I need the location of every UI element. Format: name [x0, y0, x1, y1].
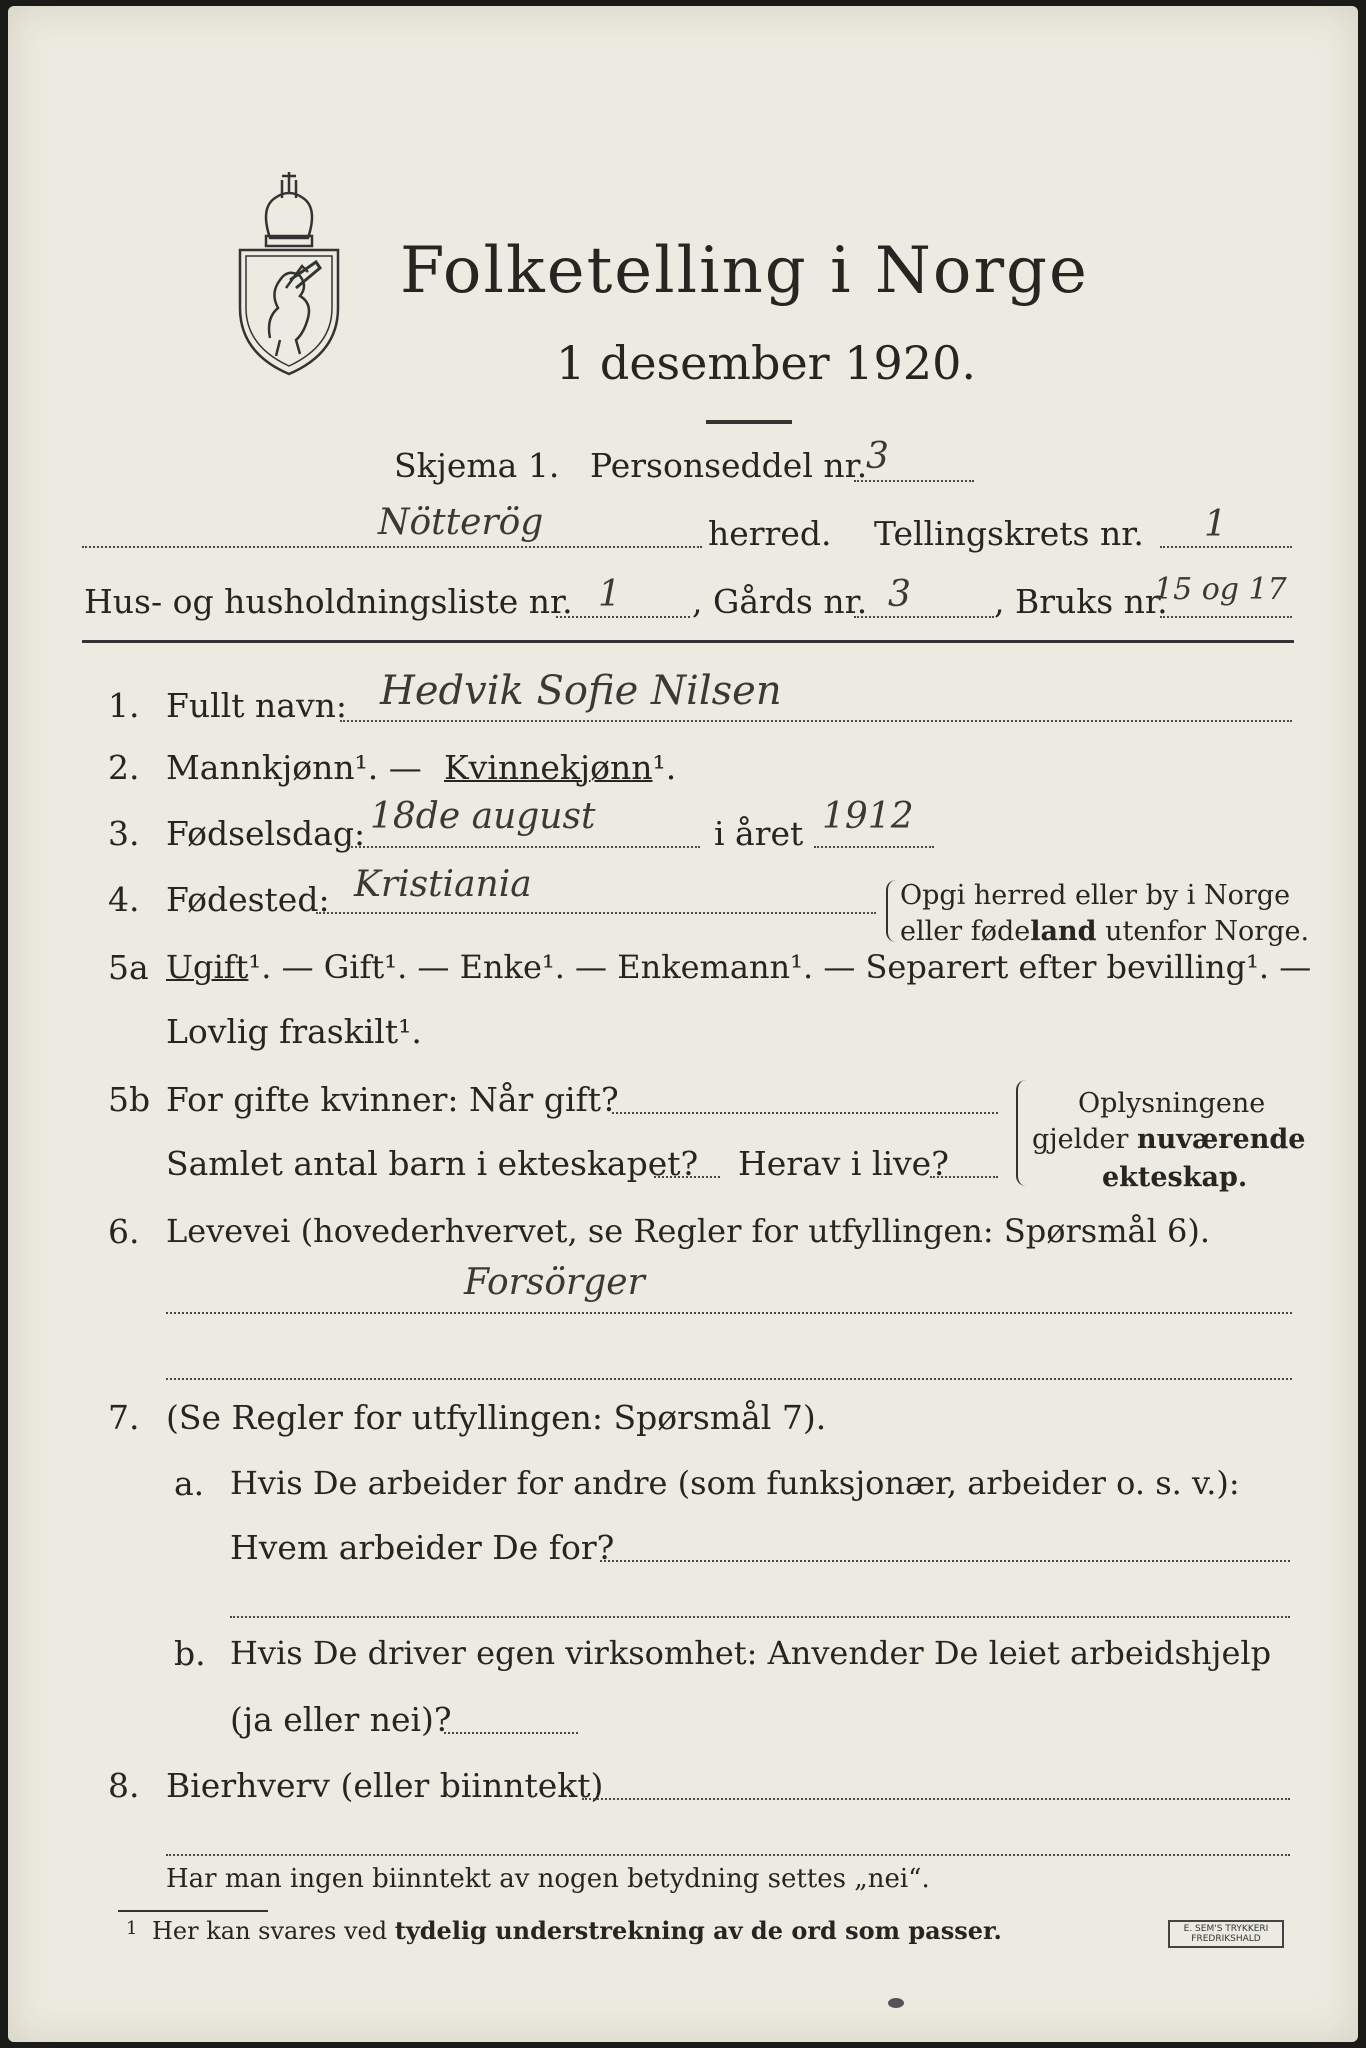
female-option-text: Kvinnekjønn: [444, 748, 653, 787]
children-total-label: Samlet antal barn i ekteskapet?: [166, 1144, 699, 1183]
birthplace-value[interactable]: Kristiania: [354, 864, 532, 905]
title-divider: [706, 420, 792, 424]
personseddel-label: Personseddel nr.: [590, 446, 868, 485]
children-total-line: [654, 1176, 720, 1178]
schema-label: Skjema 1.: [394, 446, 560, 485]
children-alive-label: Herav i live?: [738, 1144, 949, 1183]
footnote-text-b: tydelig understrekning av de ord som passer.: [394, 1916, 1002, 1945]
footnote-text: [152, 1916, 1002, 1945]
full-name-value[interactable]: Hedvik Sofie Nilsen: [380, 668, 782, 714]
marriage-note-b: nuværende: [1137, 1124, 1306, 1155]
q6-number: 6.: [108, 1212, 140, 1251]
census-date: 1 desember 1920.: [556, 336, 976, 390]
occupation-line-2: [166, 1378, 1292, 1380]
q2-number: 2.: [108, 748, 140, 787]
q7b-letter: b.: [174, 1634, 206, 1673]
coat-of-arms-icon: [230, 168, 348, 378]
birthplace-note-c: utenfor Norge.: [1096, 916, 1310, 947]
gards-label: , Gårds nr.: [692, 582, 868, 621]
marriage-note-line3: ekteskap.: [1102, 1162, 1248, 1193]
q1-number: 1.: [108, 686, 140, 725]
birthplace-note-brace: [886, 880, 898, 942]
birthplace-label: Fødested:: [166, 880, 330, 919]
form-title: Folketelling i Norge: [400, 234, 1089, 308]
full-name-label: Fullt navn:: [166, 686, 347, 725]
birthplace-note-line2: [900, 916, 1309, 947]
marital-status-options[interactable]: [166, 948, 1311, 986]
q3-number: 3.: [108, 814, 140, 853]
census-form-sheet: [8, 6, 1358, 2042]
header-rule: [82, 640, 1294, 643]
side-income-note: Har man ingen biinntekt av nogen betydning settes „nei“.: [166, 1864, 930, 1894]
hired-help-label: (ja eller nei)?: [230, 1700, 452, 1739]
birthday-label: Fødselsdag:: [166, 814, 366, 853]
female-option-sup: ¹.: [652, 748, 677, 787]
side-income-label: Bierhverv (eller biinntekt): [166, 1766, 604, 1805]
ink-speck: [888, 1998, 904, 2008]
printer-stamp: E. SEM'S TRYKKERI FREDRIKSHALD: [1168, 1920, 1284, 1948]
occupation-line-1: [166, 1312, 1292, 1314]
birthplace-note-b: land: [1030, 916, 1097, 947]
husholdningsliste-label: Hus- og husholdningsliste nr.: [84, 582, 573, 621]
husholdningsliste-line: [556, 616, 690, 618]
married-when-line: [612, 1112, 998, 1114]
tellingskrets-value[interactable]: 1: [1204, 504, 1227, 545]
footnote-number: 1: [126, 1918, 138, 1939]
marriage-note-brace: [1016, 1080, 1030, 1186]
personseddel-value[interactable]: 3: [866, 436, 889, 477]
employer-line-1: [600, 1560, 1290, 1562]
q7b-label: Hvis De driver egen virksomhet: Anvender De leiet arbeidshjelp: [230, 1634, 1272, 1672]
other-marital-options[interactable]: ¹. — Gift¹. — Enke¹. — Enkemann¹. — Separert efter bevilling¹. —: [248, 948, 1312, 986]
marriage-note-a: gjelder: [1032, 1124, 1138, 1155]
male-option[interactable]: Mannkjønn¹. —: [166, 748, 422, 787]
birth-year-label: i året: [714, 814, 804, 853]
birth-year-line: [814, 846, 934, 848]
full-name-line: [340, 720, 1292, 722]
side-income-line-1: [582, 1798, 1290, 1800]
marriage-note-line1: Oplysningene: [1078, 1088, 1266, 1119]
q7a-letter: a.: [174, 1464, 205, 1503]
gards-value[interactable]: 3: [888, 574, 911, 615]
marriage-note-line2: [1032, 1124, 1305, 1155]
q7-label: (Se Regler for utfyllingen: Spørsmål 7).: [166, 1398, 827, 1437]
bruks-line: [1160, 616, 1292, 618]
female-option[interactable]: [444, 748, 676, 787]
divorced-option[interactable]: Lovlig fraskilt¹.: [166, 1012, 422, 1051]
husholdningsliste-value[interactable]: 1: [598, 574, 621, 615]
q7-number: 7.: [108, 1398, 140, 1437]
employer-label: Hvem arbeider De for?: [230, 1528, 615, 1567]
tellingskrets-label: Tellingskrets nr.: [874, 514, 1144, 553]
herred-value[interactable]: Nötterög: [378, 502, 544, 543]
children-alive-line: [930, 1176, 998, 1178]
birthday-value[interactable]: 18de august: [370, 796, 596, 837]
q5a-number: 5a: [108, 948, 149, 987]
q8-number: 8.: [108, 1766, 140, 1805]
footnote-text-a: Her kan svares ved: [152, 1917, 395, 1945]
married-when-label: For gifte kvinner: Når gift?: [166, 1080, 619, 1119]
birth-year-value[interactable]: 1912: [822, 796, 914, 837]
bruks-value[interactable]: 15 og 17: [1154, 572, 1287, 607]
herred-label: herred.: [708, 514, 832, 553]
birthday-line: [348, 846, 700, 848]
side-income-line-2: [166, 1854, 1290, 1856]
unmarried-option[interactable]: Ugift: [166, 948, 249, 986]
birthplace-note-line1: Opgi herred eller by i Norge: [900, 880, 1291, 911]
q4-number: 4.: [108, 880, 140, 919]
birthplace-line: [316, 912, 876, 914]
gards-line: [854, 616, 994, 618]
occupation-label: Levevei (hovederhvervet, se Regler for utfyllingen: Spørsmål 6).: [166, 1212, 1211, 1250]
herred-line: [82, 546, 702, 548]
bruks-label: , Bruks nr.: [994, 582, 1168, 621]
q5b-number: 5b: [108, 1080, 151, 1119]
tellingskrets-line: [1160, 546, 1292, 548]
employer-line-2: [230, 1616, 1290, 1618]
footnote-rule: [118, 1910, 268, 1912]
q7a-label: Hvis De arbeider for andre (som funksjonær, arbeider o. s. v.):: [230, 1464, 1240, 1502]
birthplace-note-a: eller føde: [900, 916, 1031, 947]
hired-help-line: [444, 1732, 578, 1734]
occupation-value[interactable]: Forsörger: [464, 1262, 645, 1303]
personseddel-line: [854, 480, 974, 482]
